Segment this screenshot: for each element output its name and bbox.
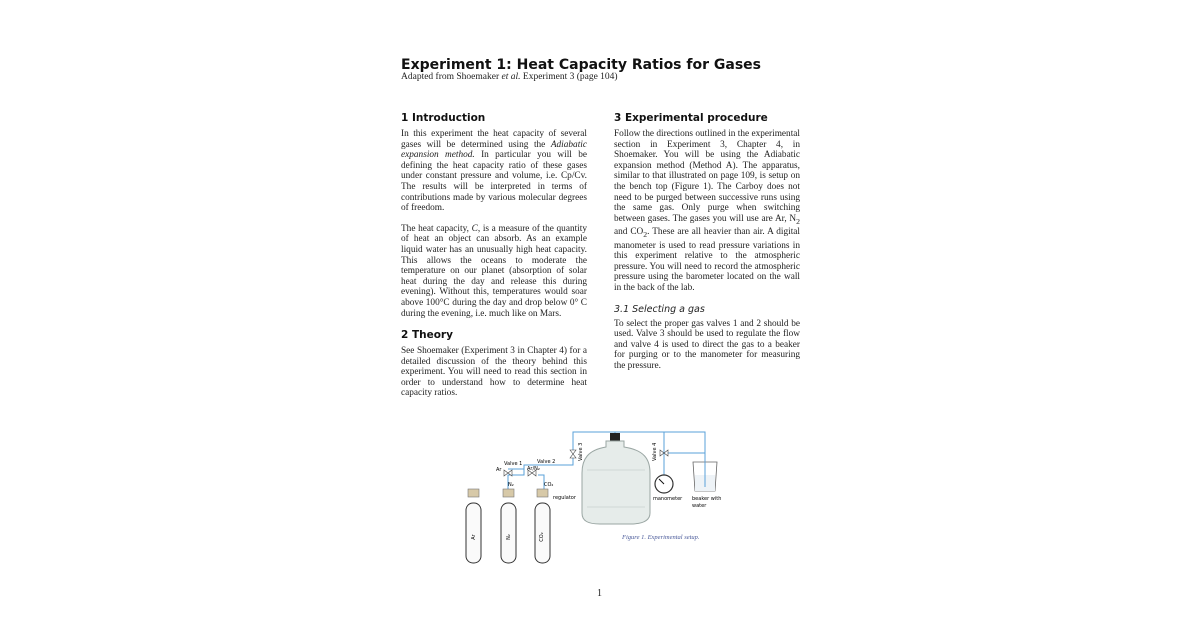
experimental-setup-figure — [460, 425, 730, 570]
co2-valve-label: CO₂ — [544, 482, 554, 488]
figure-caption: Figure 1. Experimental setup. — [622, 534, 700, 541]
page-number: 1 — [597, 588, 602, 599]
carboy-bottle — [582, 433, 650, 524]
manometer-label: manometer — [653, 496, 683, 502]
intro-paragraph-1 — [401, 129, 587, 214]
valve-1-label: Valve 1 — [504, 461, 523, 467]
valve-2-label: Valve 2 — [537, 459, 556, 465]
procedure-text-c: . These are all heavier than air. A digital manometer is used to read pressure variations in this experiment relative to the atmospheric pressure. You will need to record the atmospheric pressure using the barometer located on the wall in the back of the lab. — [614, 227, 800, 294]
subtitle-text-1: Adapted from Shoemaker — [401, 72, 502, 82]
cylinder-ar — [466, 489, 481, 563]
procedure-sub-1: 2 — [796, 216, 800, 226]
intro-p2-text-b: , is a measure of the quantity of heat an object can absorb. As an example liquid water has an unusually high heat capacity. This allows the oceans to moderate the temperature on our planet (absorption of solar heat during the day and release this during evening). Without this, temperatures would soar above 100°C during the day and drop below 0° C during the evening, i.e. much like on Mars. — [401, 223, 587, 319]
beaker-icon — [693, 455, 717, 491]
cylinder-n2 — [501, 489, 516, 563]
procedure-sub-2: 2 — [643, 230, 648, 240]
beaker-label-line1: beaker with — [692, 496, 722, 502]
procedure-paragraph — [614, 129, 800, 294]
section-heading-introduction: 1 Introduction — [401, 112, 486, 124]
theory-paragraph: See Shoemaker (Experiment 3 in Chapter 4) for a detailed discussion of the theory behind this experiment. You will need to read this section in order to understand how to determine heat capacity ratios. — [401, 346, 587, 399]
section-heading-theory: 2 Theory — [401, 329, 453, 342]
valve-3-icon — [570, 450, 576, 458]
intro-p1-text-a: In this experiment the heat capacity of several gases will be determined using the — [401, 129, 587, 150]
cylinder-label-n2: N₂ — [506, 534, 512, 540]
procedure-text-b: and CO — [614, 227, 644, 238]
right-column — [614, 112, 800, 382]
procedure-text-a: Follow the directions outlined in the experimental section in Experiment 3, Chapter 4, in Shoemaker. You will be using the Adiabatic expansion method (Method A). The apparatus, similar to that illustrated on page 109, is setup on the bench top (Figure 1). The Carboy does not need to be purged between successive runs using the same gas. Only purge when switching between gases. The gases you will use are Ar, N — [614, 129, 800, 224]
cylinder-label-ar: Ar — [471, 534, 477, 540]
arn2-valve-label: Ar/N₂ — [527, 466, 540, 472]
intro-p2-emphasis: C — [471, 223, 478, 234]
subtitle-etal: et al. — [501, 72, 521, 82]
intro-p1-text-b: In particular you will be defining the heat capacity ratio of these gases under constant pressure and volume, i.e. Cp/Cv. The results will be interpreted in terms of contributions made by various molecular degrees of freedom. — [401, 150, 587, 214]
intro-p2-text-a: The heat capacity, — [401, 223, 472, 234]
subtitle-text-2: Experiment 3 (page 104) — [520, 72, 618, 82]
beaker-label-line2: water — [692, 503, 707, 509]
ar-valve-label: Ar — [496, 467, 502, 473]
cylinder-label-co2: CO₂ — [539, 532, 545, 542]
valve-4-label: Valve 4 — [652, 442, 658, 461]
intro-p1-emphasis: Adiabatic expansion method. — [401, 139, 587, 161]
n2-valve-label: N₂ — [508, 482, 514, 488]
valve-3-label: Valve 3 — [578, 442, 584, 461]
regulator-label: regulator — [553, 495, 576, 501]
section-heading-procedure: 3 Experimental procedure — [614, 112, 768, 124]
selecting-paragraph: To select the proper gas valves 1 and 2 should be used. Valve 3 should be used to regulate the flow and valve 4 is used to direct the gas to a beaker for purging or to the manometer for measuring the pressure. — [614, 318, 800, 371]
page-subtitle — [401, 72, 618, 82]
left-column — [401, 112, 587, 409]
intro-paragraph-2 — [401, 224, 587, 319]
page-title: Experiment 1: Heat Capacity Ratios for Gases — [401, 57, 761, 73]
manometer-gauge-icon — [655, 475, 673, 493]
subsection-heading-selecting-gas: 3.1 Selecting a gas — [614, 303, 705, 315]
cylinder-co2 — [535, 489, 550, 563]
